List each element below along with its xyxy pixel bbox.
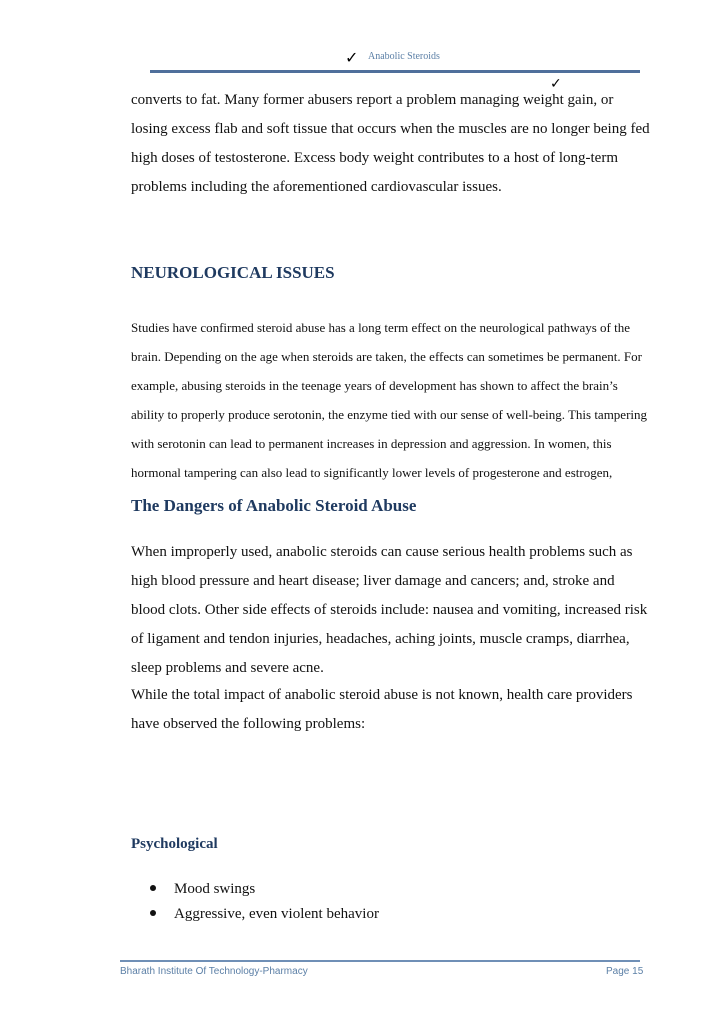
paragraph-intro: converts to fat. Many former abusers report a problem managing weight gain, or losing excess flab and soft tissue that occurs when the muscles are no longer being fed high doses of testosterone. Excess body weight contributes to a host of long-term problems including the aforementioned cardiovascular issues. — [131, 92, 650, 195]
footer-institute: Bharath Institute Of Technology-Pharmacy — [120, 966, 308, 977]
header-rule — [150, 70, 640, 73]
paragraph-observed: While the total impact of anabolic steroid abuse is not known, health care providers have observed the following problems: — [131, 687, 633, 732]
list-item — [150, 906, 379, 923]
paragraph-dangers: When improperly used, anabolic steroids can cause serious health problems such as high blood pressure and heart disease; liver damage and cancers; and, stroke and blood clots. Other side effects of steroids include: nausea and vomiting, increased risk of ligament and tendon injuries, headaches, aching joints, muscle cramps, diarrhea, sleep problems and severe acne. — [131, 544, 648, 676]
heading-neurological: NEUROLOGICAL ISSUES — [131, 263, 335, 282]
page-number: Page 15 — [606, 966, 644, 977]
list-item — [150, 881, 255, 898]
list-item-text: Mood swings — [174, 881, 256, 897]
heading-dangers: The Dangers of Anabolic Steroid Abuse — [131, 496, 417, 515]
footer-rule — [120, 960, 640, 962]
bullet-icon — [150, 910, 156, 916]
running-header-title: Anabolic Steroids — [368, 51, 440, 62]
list-item-text: Aggressive, even violent behavior — [174, 906, 379, 922]
check-icon: ✓ — [345, 48, 359, 67]
heading-psychological: Psychological — [131, 836, 218, 852]
paragraph-neurological: Studies have confirmed steroid abuse has a long term effect on the neurological pathways of the brain. Depending on the age when steroids are taken, the effects can sometimes be permanent. For example, abusing steroids in the teenage years of development has shown to affect the brain’s ability to properly produce serotonin, the enzyme tied with our sense of well-being. This tampering with serotonin can lead to permanent increases in depression and aggression. In women, this hormonal tampering can also lead to significantly lower levels of progesterone and estrogen, — [131, 320, 648, 480]
bullet-icon — [150, 885, 156, 891]
check-icon: ✓ — [550, 76, 562, 92]
